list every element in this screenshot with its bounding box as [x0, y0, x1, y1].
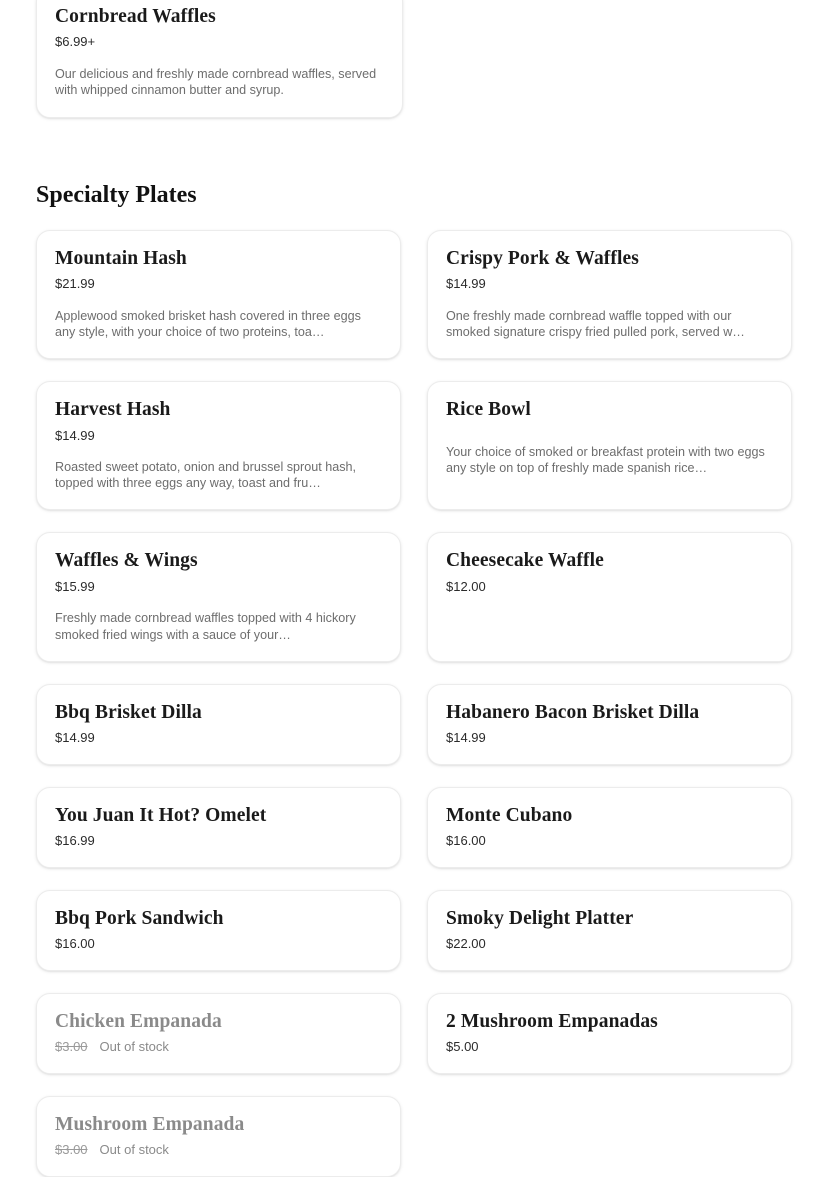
menu-item-price: $3.00: [55, 1038, 88, 1054]
price-row: [55, 833, 382, 849]
menu-item-card[interactable]: [36, 381, 401, 510]
menu-item-price: $22.00: [446, 935, 486, 951]
menu-item-card[interactable]: [427, 230, 792, 359]
menu-item-price: $14.99: [446, 730, 486, 745]
price-row: [55, 1039, 382, 1055]
section-header: [36, 182, 197, 209]
menu-item-price: $14.99: [55, 427, 95, 443]
menu-item-description: Applewood smoked brisket hash covered in three eggs any style, with your choice of two proteins, toa…: [55, 308, 361, 340]
menu-item-card[interactable]: [427, 993, 792, 1074]
menu-item-name: Chicken Empanada: [55, 1010, 222, 1032]
menu-item-card[interactable]: [36, 684, 401, 765]
price-row: [446, 1039, 773, 1055]
menu-item-description: Your choice of smoked or breakfast protein with two eggs any style on top of freshly made spanish rice…: [446, 444, 765, 475]
menu-item-price: $15.99: [55, 578, 95, 594]
price-row: [446, 730, 773, 746]
menu-item-price: $16.99: [55, 832, 95, 848]
menu-item-card[interactable]: [36, 993, 401, 1074]
menu-item-name: Habanero Bacon Brisket Dilla: [446, 701, 700, 723]
menu-item-description: One freshly made cornbread waffle topped with our smoked signature crispy fried pulled pork, served w…: [446, 308, 745, 340]
menu-item-price: $3.00: [55, 1141, 88, 1157]
menu-item-card[interactable]: [427, 890, 792, 971]
price-row: [446, 579, 773, 595]
price-row: [55, 428, 382, 444]
menu-item-name: Cheesecake Waffle: [446, 550, 604, 572]
menu-item-card[interactable]: [36, 787, 401, 868]
menu-item-name: Smoky Delight Platter: [446, 907, 634, 929]
price-row: [446, 276, 773, 292]
menu-item-description: Our delicious and freshly made cornbread waffles, served with whipped cinnamon butter and syrup.: [55, 66, 377, 98]
menu-item-price: $14.99: [446, 276, 486, 292]
price-row: [55, 34, 384, 50]
section-title: Specialty Plates: [36, 182, 197, 208]
menu-item-name: Cornbread Waffles: [55, 6, 216, 27]
menu-item-name: Bbq Pork Sandwich: [55, 907, 224, 929]
menu-item-card[interactable]: [36, 1096, 401, 1177]
menu-item-price: $5.00: [446, 1038, 479, 1054]
menu-item-name: You Juan It Hot? Omelet: [55, 804, 267, 826]
menu-item-name: Crispy Pork & Waffles: [446, 248, 639, 269]
menu-item-price: $16.00: [55, 935, 95, 951]
menu-item-description: Freshly made cornbread waffles topped with 4 hickory smoked fried wings with a sauce of your…: [55, 611, 356, 642]
menu-item-name: Bbq Brisket Dilla: [55, 701, 202, 723]
price-row: [55, 579, 382, 595]
menu-item-card[interactable]: [36, 532, 401, 661]
price-row: [55, 276, 382, 292]
menu-item-price: $12.00: [446, 578, 486, 594]
menu-item-card[interactable]: [427, 787, 792, 868]
menu-item-name: 2 Mushroom Empanadas: [446, 1010, 658, 1032]
menu-items-grid: [36, 230, 792, 1177]
price-row: [55, 1142, 382, 1158]
menu-item-name: Waffles & Wings: [55, 550, 198, 572]
menu-item-description: Roasted sweet potato, onion and brussel sprout hash, topped with three eggs any way, toast and fru…: [55, 460, 357, 491]
price-row: [446, 833, 773, 849]
out-of-stock-badge: Out of stock: [99, 1141, 169, 1157]
menu-grid: [36, 230, 792, 1177]
menu-item-card[interactable]: [36, 230, 401, 359]
menu-item-card[interactable]: [427, 381, 792, 510]
menu-item-name: Mountain Hash: [55, 248, 187, 269]
menu-item-price: $21.99: [55, 276, 95, 292]
menu-item-card-cornbread-waffles[interactable]: [36, 0, 403, 118]
menu-item-price: $16.00: [446, 832, 486, 848]
menu-item-name: Monte Cubano: [446, 804, 573, 826]
menu-item-price: $6.99+: [55, 34, 96, 50]
menu-item-card[interactable]: [427, 684, 792, 765]
price-row: [55, 936, 382, 952]
out-of-stock-badge: Out of stock: [99, 1038, 169, 1054]
price-row: [446, 936, 773, 952]
menu-item-name: Harvest Hash: [55, 399, 171, 421]
menu-item-card[interactable]: [36, 890, 401, 971]
menu-item-name: Mushroom Empanada: [55, 1113, 245, 1135]
price-row: [55, 730, 382, 746]
menu-item-price: $14.99: [55, 730, 95, 745]
menu-item-card[interactable]: [427, 532, 792, 661]
menu-item-name: Rice Bowl: [446, 399, 531, 421]
